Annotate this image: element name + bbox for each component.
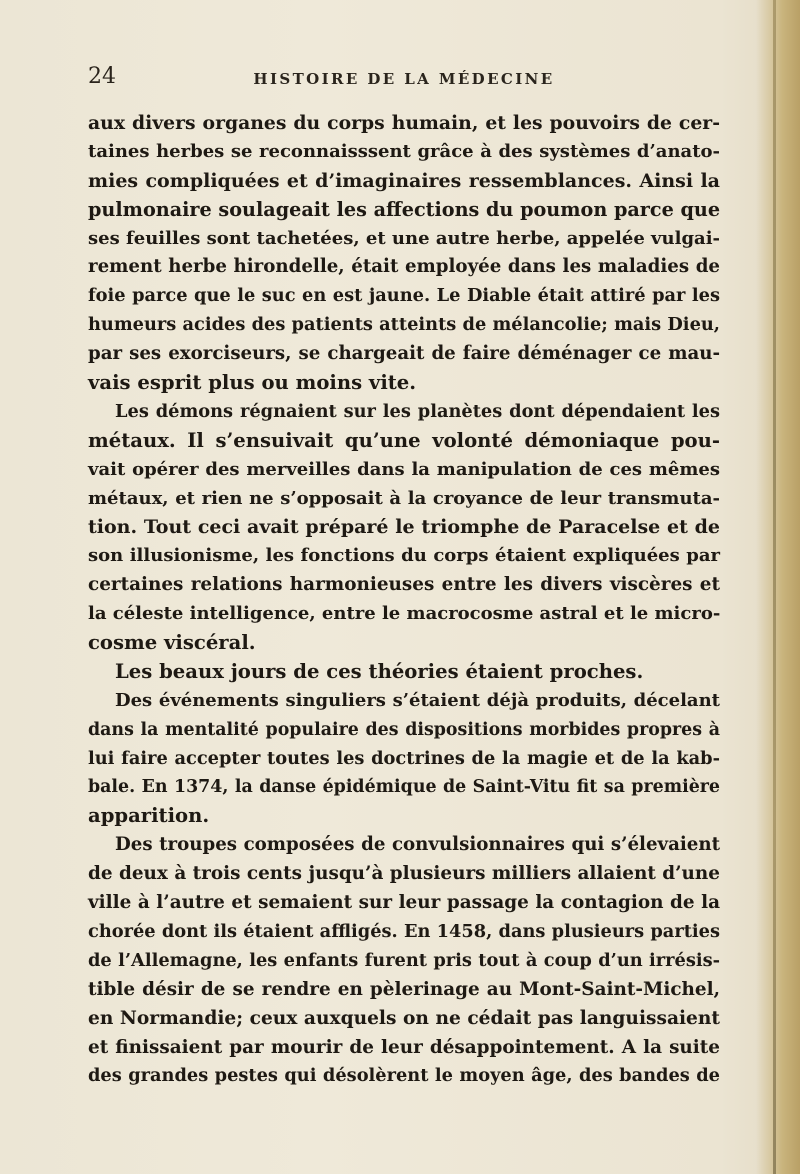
text-line: vait opérer des merveilles dans la manipulation de ces mêmes (88, 458, 720, 480)
text-line: cosme viscéral. (88, 631, 256, 655)
text-line: lui faire accepter toutes les doctrines de la magie et de la kab- (88, 747, 720, 769)
text-line: Des événements singuliers s’étaient déjà produits, décelant (115, 689, 720, 711)
text-line: par ses exorciseurs, se chargeait de faire déménager ce mau- (88, 343, 720, 365)
text-line: en Normandie; ceux auxquels on ne cédait pas languissaient (88, 1007, 720, 1029)
text-line: de l’Allemagne, les enfants furent pris tout à coup d’un irrésis- (88, 949, 720, 971)
page-gutter (756, 0, 800, 1174)
text-line: métaux. Il s’ensuivait qu’une volonté démoniaque pou- (88, 428, 720, 452)
binding-shadow (773, 0, 776, 1174)
text-line: humeurs acides des patients atteints de mélancolie; mais Dieu, (88, 314, 720, 336)
text-line: bale. En 1374, la danse épidémique de Saint-Vitu fit sa première (88, 777, 720, 798)
text-line: vais esprit plus ou moins vite. (88, 371, 417, 395)
text-line: taines herbes se reconnaisssent grâce à des systèmes d’anato- (88, 140, 720, 162)
text-line: tion. Tout ceci avait préparé le triomphe de Paracelse et de (88, 516, 720, 539)
running-title: HISTOIRE DE LA MÉDECINE (253, 70, 555, 88)
text-line: son illusionisme, les fonctions du corps étaient expliquées par (88, 545, 720, 567)
text-line: apparition. (88, 804, 210, 828)
text-line: la céleste intelligence, entre le macrocosme astral et le micro- (88, 603, 721, 625)
text-line: Des troupes composées de convulsionnaires qui s’élevaient (115, 834, 720, 856)
text-line: Les démons régnaient sur les planètes dont dépendaient les (115, 400, 720, 422)
text-line: aux divers organes du corps humain, et les pouvoirs de cer- (88, 112, 720, 134)
text-line: mies compliquées et d’imaginaires ressemblances. Ainsi la (88, 169, 720, 192)
text-line: dans la mentalité populaire des dispositions morbides propres à (88, 719, 720, 740)
text-line: Les beaux jours de ces théories étaient proches. (115, 659, 644, 683)
page-header (88, 62, 720, 92)
text-line: des grandes pestes qui désolèrent le moyen âge, des bandes de (88, 1065, 720, 1087)
text-line: foie parce que le suc en est jaune. Le Diable était attiré par les (88, 285, 720, 307)
text-line: pulmonaire soulageait les affections du poumon parce que (88, 197, 721, 221)
text-line: ses feuilles sont tachetées, et une autre herbe, appelée vulgai- (88, 227, 720, 249)
text-line: certaines relations harmonieuses entre les divers viscères et (88, 574, 720, 596)
text-line: ville à l’autre et semaient sur leur passage la contagion de la (88, 892, 720, 914)
text-line: rement herbe hirondelle, était employée dans les maladies de (88, 256, 720, 278)
page-number: 24 (88, 64, 116, 89)
text-line: chorée dont ils étaient affligés. En 1458, dans plusieurs parties (88, 920, 720, 942)
body-text (88, 109, 720, 1091)
text-line: et finissaient par mourir de leur désappointement. A la suite (88, 1036, 720, 1058)
text-line: métaux, et rien ne s’opposait à la croyance de leur transmuta- (88, 487, 720, 509)
text-line: de deux à trois cents jusqu’à plusieurs milliers allaient d’une (88, 863, 720, 885)
text-line: tible désir de se rendre en pèlerinage au Mont-Saint-Michel, (88, 978, 720, 1000)
